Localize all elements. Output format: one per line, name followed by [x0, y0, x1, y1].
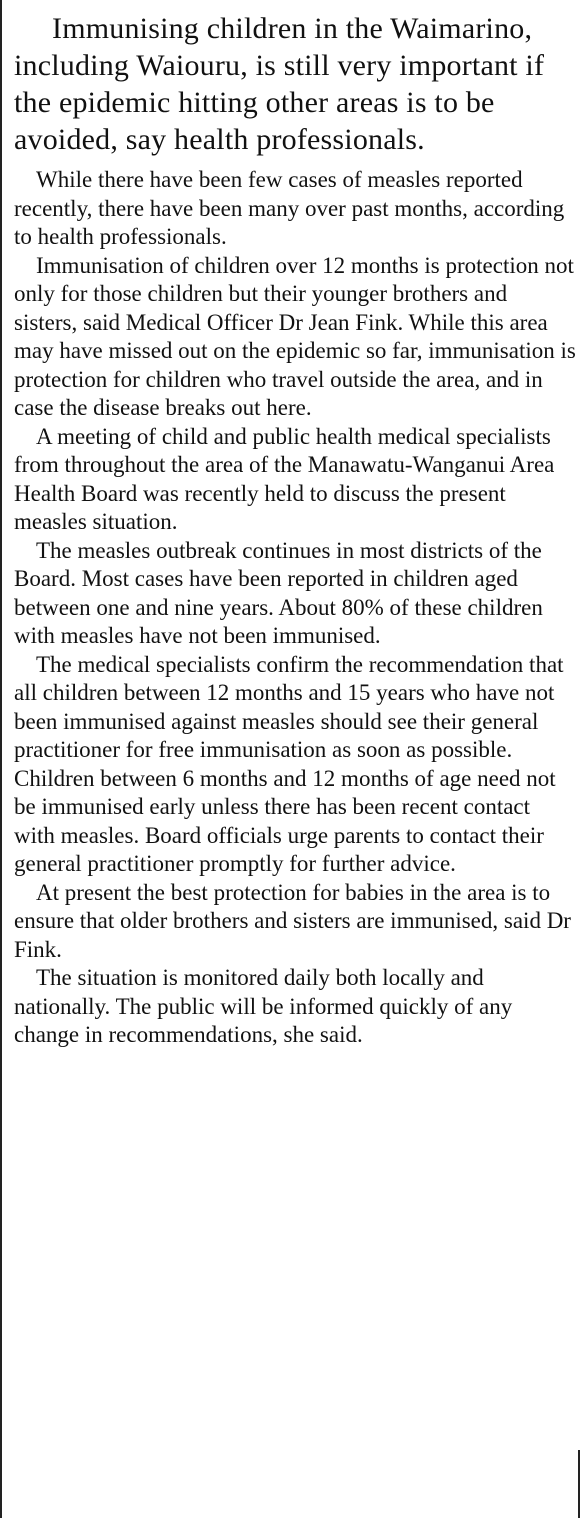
article-paragraph: A meeting of child and public health medical specialists from throughout the area of the Manawatu-Wanganui Area Health Board was recently held to discuss the present measles situation.	[14, 423, 555, 534]
article-paragraph: The measles outbreak continues in most districts of the Board. Most cases have been reported in children aged between one and nine years. About 80% of these children with measles have not been immunised.	[14, 537, 543, 648]
article-lead: Immunising children in the Waimarino, including Waiouru, is still very important if the epidemic hitting other areas is to be avoided, say health professionals.	[14, 12, 545, 156]
article-paragraph: The situation is monitored daily both locally and nationally. The public will be informed quickly of any change in recommendations, she said.	[14, 965, 513, 1047]
article-paragraph: Immunisation of children over 12 months is protection not only for those children but their younger brothers and sisters, said Medical Officer Dr Jean Fink. While this area may have missed out on the epidemic so far, immunisation is protection for children who travel outside the area, and in case the disease breaks out here.	[14, 252, 576, 420]
column-rule-left	[0, 0, 2, 1518]
article-body	[14, 10, 576, 1050]
article-paragraph: At present the best protection for babies in the area is to ensure that older brothers and sisters are immunised, said Dr Fink.	[14, 879, 571, 962]
column-rule-right	[578, 1450, 580, 1518]
article-paragraph: The medical specialists confirm the recommendation that all children between 12 months and 15 years who have not been immunised against measles should see their general practitioner for free immunisation as soon as possible. Children between 6 months and 12 months of age need not be immunised early unless there has been recent contact with measles. Board officials urge parents to contact their general practitioner promptly for further advice.	[14, 651, 564, 876]
article-paragraph: While there have been few cases of measles reported recently, there have been many over past months, according to health professionals.	[14, 167, 565, 249]
